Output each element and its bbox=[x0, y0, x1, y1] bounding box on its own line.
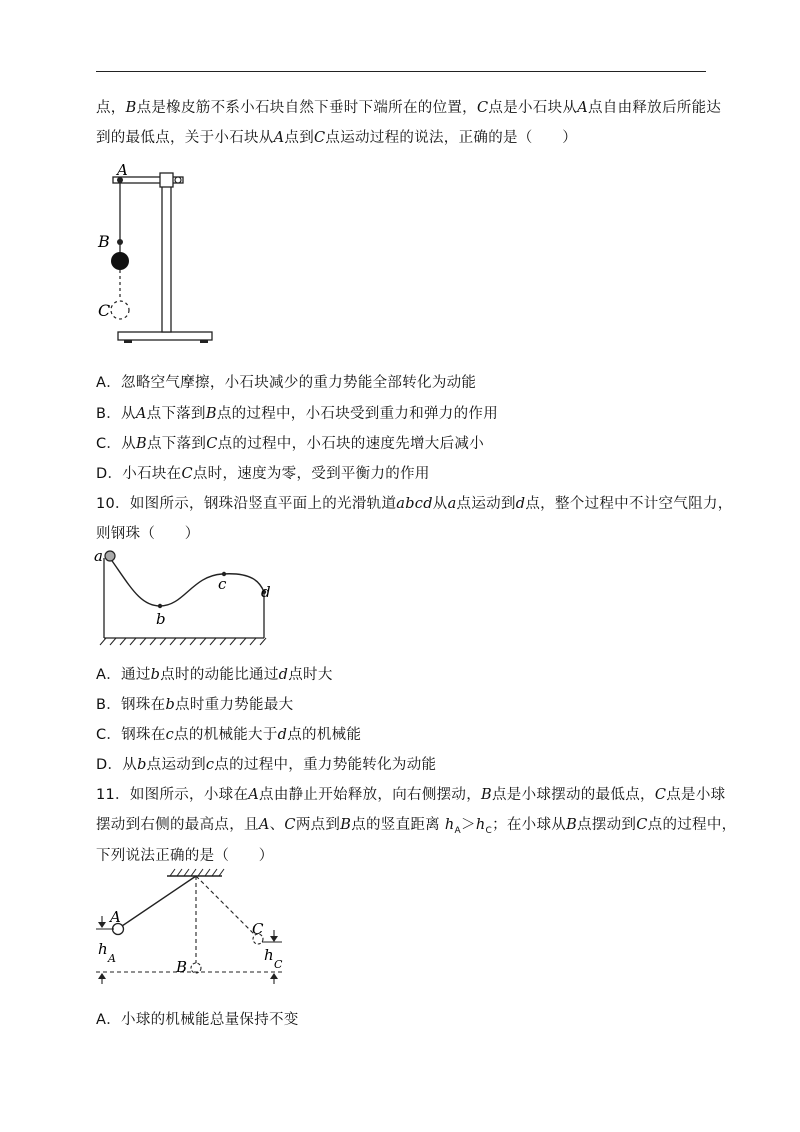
q10-stem-line1: 10．如图所示，钢珠沿竖直平面上的光滑轨道abcd从a点运动到d点，整个过程中不计空气阻力， bbox=[96, 496, 733, 512]
stand-base bbox=[118, 332, 212, 340]
pendulum-label-b: B bbox=[176, 958, 188, 976]
q11-stem-line3: 下列说法正确的是（ ） bbox=[96, 848, 274, 864]
steel-ball bbox=[105, 551, 115, 561]
stone-ghost-c bbox=[111, 301, 129, 319]
q10-track-figure bbox=[92, 546, 282, 654]
q9-option-d: D．小石块在C点时，速度为零，受到平衡力的作用 bbox=[96, 466, 430, 482]
height-label-hc: h bbox=[264, 946, 274, 964]
track-label-b: b bbox=[156, 610, 166, 628]
track-label-a: a bbox=[94, 547, 103, 565]
track-curve bbox=[110, 558, 264, 606]
string-a bbox=[122, 876, 196, 926]
track-label-c: c bbox=[218, 575, 227, 593]
q11-stem-line1: 11．如图所示，小球在A点由静止开始释放，向右侧摆动，B点是小球摆动的最低点，C点是小球 bbox=[96, 787, 726, 803]
q10-option-c: C．钢珠在c点的机械能大于d点的机械能 bbox=[96, 727, 362, 743]
svg-text:A: A bbox=[108, 952, 116, 965]
q11-pendulum-figure bbox=[92, 868, 292, 988]
pendulum-label-c: C bbox=[252, 920, 264, 938]
height-label-ha: h bbox=[98, 940, 108, 958]
q10-option-d: D．从b点运动到c点的过程中，重力势能转化为动能 bbox=[96, 757, 437, 773]
q9-stand-figure bbox=[96, 160, 226, 350]
pendulum-label-a: A bbox=[110, 908, 121, 926]
svg-text:C: C bbox=[274, 958, 283, 971]
header-rule bbox=[96, 71, 706, 72]
q11-option-a: A．小球的机械能总量保持不变 bbox=[96, 1012, 299, 1028]
q10-option-a: A．通过b点时的动能比通过d点时大 bbox=[96, 667, 333, 683]
label-a: A bbox=[117, 161, 128, 179]
q9-option-c: C．从B点下落到C点的过程中，小石块的速度先增大后减小 bbox=[96, 436, 485, 452]
q9-intro-line1: 点，B点是橡皮筋不系小石块自然下垂时下端所在的位置，C点是小石块从A点自由释放后所能达 bbox=[96, 100, 722, 116]
q9-option-b: B．从A点下落到B点的过程中，小石块受到重力和弹力的作用 bbox=[96, 406, 499, 422]
q11-stem-line2: 摆动到右侧的最高点，且A、C两点到B点的竖直距离 $h_A>h_C$；在小球从B点摆动到C点的过程中， bbox=[96, 817, 737, 836]
stone-ball bbox=[111, 252, 129, 270]
q10-stem-line2: 则钢珠（ ） bbox=[96, 526, 200, 542]
q10-option-b: B．钢珠在b点时重力势能最大 bbox=[96, 697, 294, 713]
q9-option-a: A．忽略空气摩擦，小石块减少的重力势能全部转化为动能 bbox=[96, 375, 477, 391]
label-b: B bbox=[98, 232, 110, 251]
label-c: C bbox=[98, 301, 111, 320]
track-label-d: d bbox=[261, 583, 271, 601]
stand-pole bbox=[162, 177, 171, 332]
q9-intro-line2: 到的最低点，关于小石块从A点到C点运动过程的说法，正确的是（ ） bbox=[96, 130, 578, 146]
